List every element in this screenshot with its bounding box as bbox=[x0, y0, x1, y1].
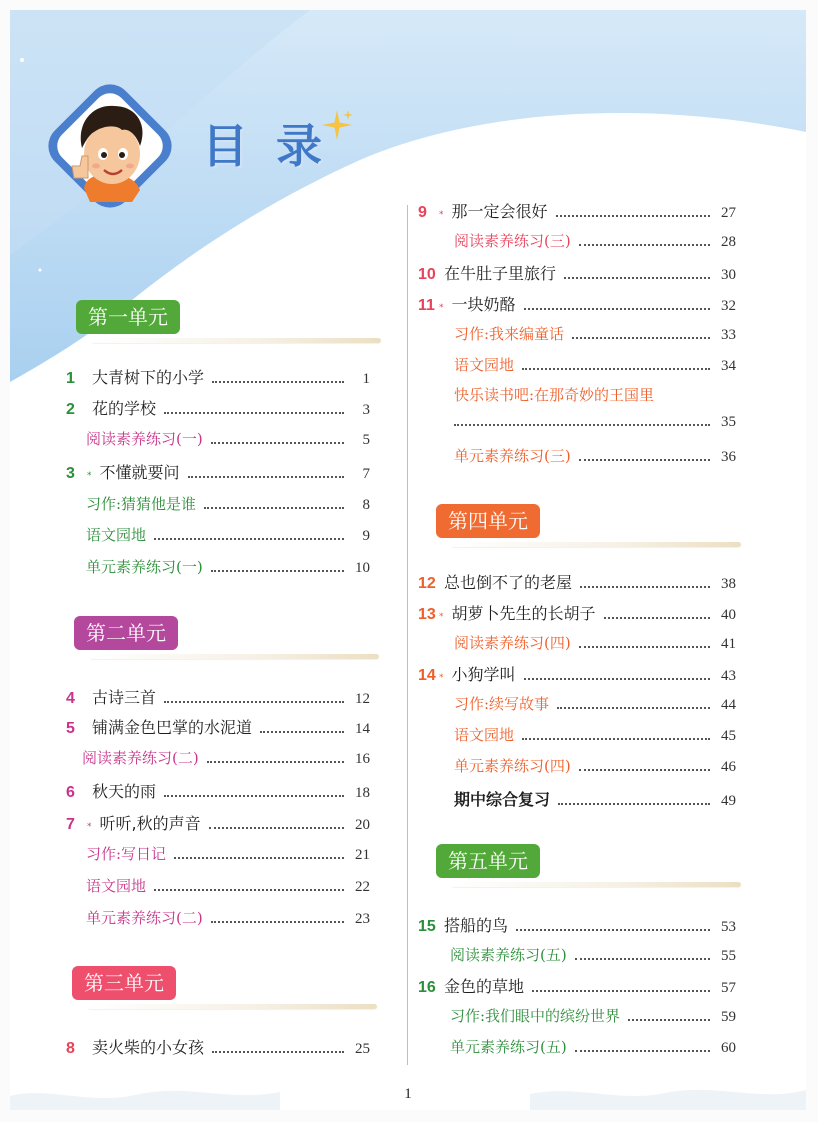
toc-entry-leader bbox=[556, 214, 710, 217]
toc-entry-star: * bbox=[439, 612, 444, 622]
unit-underline bbox=[90, 654, 379, 659]
unit-title: 第四单元 bbox=[436, 504, 540, 538]
toc-entry-title: 语文园地 bbox=[454, 356, 515, 374]
toc-entry-page: 49 bbox=[721, 793, 736, 809]
toc-entry-page: 8 bbox=[362, 497, 370, 513]
toc-entry[interactable] bbox=[450, 1036, 736, 1058]
toc-entry-number: 5 bbox=[66, 720, 75, 737]
toc-entry-title: 期中综合复习 bbox=[454, 790, 551, 809]
toc-entry[interactable] bbox=[86, 556, 370, 578]
toc-entry-page: 57 bbox=[721, 980, 736, 996]
toc-entry-leader bbox=[212, 1050, 344, 1053]
toc-entry-number: 11 bbox=[418, 297, 435, 314]
toc-entry-star: * bbox=[439, 673, 444, 683]
toc-entry-title: 语文园地 bbox=[86, 877, 147, 895]
toc-entry-leader bbox=[204, 506, 344, 509]
toc-entry[interactable] bbox=[450, 1005, 736, 1027]
toc-entry-title: 金色的草地 bbox=[444, 977, 525, 996]
toc-entry-leader bbox=[579, 243, 710, 246]
toc-entry[interactable] bbox=[86, 907, 370, 929]
toc-entry-number: 10 bbox=[418, 266, 436, 283]
toc-entry-page: 12 bbox=[355, 691, 370, 707]
toc-entry-title: 阅读素养练习(二) bbox=[82, 749, 199, 767]
toc-entry-page: 1 bbox=[362, 371, 370, 387]
toc-entry-page: 60 bbox=[721, 1040, 736, 1056]
toc-entry[interactable] bbox=[418, 662, 736, 684]
toc-entry-title: 阅读素养练习(三) bbox=[454, 232, 571, 250]
toc-entry-page: 22 bbox=[355, 879, 370, 895]
toc-entry-leader bbox=[575, 957, 710, 960]
unit-header bbox=[74, 616, 379, 676]
toc-entry-leader bbox=[154, 888, 344, 891]
toc-entry-title: 大青树下的小学 bbox=[92, 368, 205, 387]
toc-entry-title: 铺满金色巴掌的水泥道 bbox=[92, 718, 253, 737]
toc-entry[interactable] bbox=[454, 323, 736, 345]
toc-entry[interactable] bbox=[86, 524, 370, 546]
toc-entry-leader bbox=[604, 616, 710, 619]
unit-underline bbox=[92, 338, 381, 343]
sparkle-icon bbox=[320, 108, 354, 142]
toc-entry-page: 27 bbox=[721, 205, 736, 221]
toc-entry-star: * bbox=[87, 471, 92, 481]
page-title: 目 录 bbox=[202, 119, 329, 173]
toc-entry-title: 单元素养练习(四) bbox=[454, 757, 571, 775]
toc-entry-page: 7 bbox=[362, 466, 370, 482]
toc-entry[interactable] bbox=[454, 230, 736, 252]
toc-entry-title: 习作:写日记 bbox=[86, 845, 167, 863]
toc-entry[interactable] bbox=[66, 811, 370, 833]
toc-entry[interactable] bbox=[454, 787, 736, 809]
toc-entry-page: 14 bbox=[355, 721, 370, 737]
toc-entry-title: 阅读素养练习(五) bbox=[450, 946, 567, 964]
toc-entry-title: 总也倒不了的老屋 bbox=[444, 573, 573, 592]
toc-entry-leader bbox=[558, 802, 710, 805]
toc-entry[interactable] bbox=[86, 843, 370, 865]
toc-entry[interactable] bbox=[66, 396, 370, 418]
toc-entry-title: 不懂就要问 bbox=[99, 463, 180, 482]
toc-entry-page: 46 bbox=[721, 759, 736, 775]
toc-entry-number: 1 bbox=[66, 370, 75, 387]
toc-entry[interactable] bbox=[66, 715, 370, 737]
toc-entry-number: 4 bbox=[66, 690, 75, 707]
toc-entry-title: 听听,秋的声音 bbox=[99, 814, 201, 833]
toc-entry-title: 习作:猜猜他是谁 bbox=[86, 495, 197, 513]
toc-entry-leader bbox=[164, 794, 344, 797]
unit-title: 第三单元 bbox=[72, 966, 176, 1000]
toc-entry-title: 胡萝卜先生的长胡子 bbox=[451, 604, 596, 623]
toc-entry-title: 小狗学叫 bbox=[451, 665, 516, 684]
toc-entry[interactable] bbox=[66, 365, 370, 387]
toc-entry-leader bbox=[211, 920, 344, 923]
toc-entry-title: 搭船的鸟 bbox=[444, 916, 509, 935]
toc-entry-page: 18 bbox=[355, 785, 370, 801]
toc-entry-leader bbox=[212, 380, 344, 383]
toc-entry[interactable] bbox=[418, 570, 736, 592]
toc-entry-page: 36 bbox=[721, 449, 736, 465]
unit-title: 第五单元 bbox=[436, 844, 540, 878]
toc-entry-title: 语文园地 bbox=[86, 526, 147, 544]
toc-entry-title: 习作:我来编童话 bbox=[454, 325, 565, 343]
toc-entry-number: 14 bbox=[418, 667, 436, 684]
toc-entry-star: * bbox=[439, 303, 444, 313]
unit-title: 第一单元 bbox=[76, 300, 180, 334]
unit-underline bbox=[452, 882, 741, 887]
toc-entry-leader bbox=[516, 928, 710, 931]
toc-entry-page: 28 bbox=[721, 234, 736, 250]
toc-entry-page: 40 bbox=[721, 607, 736, 623]
unit-underline bbox=[452, 542, 741, 547]
toc-entry-leader bbox=[209, 826, 344, 829]
toc-entry-title: 一块奶酪 bbox=[451, 295, 516, 314]
toc-entry-title: 在牛肚子里旅行 bbox=[444, 264, 557, 283]
toc-entry-page: 34 bbox=[721, 358, 736, 374]
toc-entry[interactable] bbox=[418, 974, 736, 996]
toc-entry-number: 15 bbox=[418, 918, 436, 935]
toc-entry-title: 卖火柴的小女孩 bbox=[92, 1038, 205, 1057]
toc-entry-leader bbox=[164, 411, 344, 414]
toc-entry[interactable] bbox=[66, 779, 370, 801]
toc-entry-leader bbox=[524, 677, 710, 680]
toc-entry-leader bbox=[564, 276, 710, 279]
toc-entry-page: 43 bbox=[721, 668, 736, 684]
toc-entry-leader bbox=[575, 1049, 710, 1052]
toc-entry-page: 5 bbox=[362, 432, 370, 448]
unit-header bbox=[436, 504, 741, 564]
page-number: 1 bbox=[404, 1086, 412, 1102]
toc-entry-title: 快乐读书吧:在那奇妙的王国里 bbox=[454, 386, 655, 404]
toc-entry-leader bbox=[522, 367, 710, 370]
toc-entry[interactable] bbox=[418, 261, 736, 283]
toc-entry[interactable] bbox=[66, 685, 370, 707]
toc-entry-leader bbox=[580, 585, 710, 588]
toc-entry-title: 那一定会很好 bbox=[451, 202, 548, 221]
toc-entry-page: 35 bbox=[721, 414, 736, 430]
toc-entry[interactable] bbox=[418, 199, 736, 221]
toc-entry-leader bbox=[174, 856, 344, 859]
toc-entry-leader bbox=[207, 760, 344, 763]
toc-entry-title: 阅读素养练习(四) bbox=[454, 634, 571, 652]
toc-entry-number: 6 bbox=[66, 784, 75, 801]
toc-entry-number: 9 bbox=[418, 204, 427, 221]
toc-entry[interactable] bbox=[418, 601, 736, 623]
toc-entry-page: 53 bbox=[721, 919, 736, 935]
toc-entry-page: 25 bbox=[355, 1041, 370, 1057]
toc-entry-number: 3 bbox=[66, 465, 75, 482]
toc-entry-page: 55 bbox=[721, 948, 736, 964]
toc-entry-star: * bbox=[87, 822, 92, 832]
toc-entry-page: 45 bbox=[721, 728, 736, 744]
toc-entry-page: 30 bbox=[721, 267, 736, 283]
toc-entry[interactable] bbox=[450, 944, 736, 966]
toc-entry-leader bbox=[164, 700, 344, 703]
column-divider bbox=[407, 205, 408, 1065]
toc-entry-title: 花的学校 bbox=[92, 399, 157, 418]
toc-entry-page: 32 bbox=[721, 298, 736, 314]
toc-entry-leader bbox=[524, 307, 710, 310]
toc-entry[interactable] bbox=[86, 875, 370, 897]
toc-entry-title: 单元素养练习(三) bbox=[454, 447, 571, 465]
toc-entry-page: 33 bbox=[721, 327, 736, 343]
toc-entry-number: 7 bbox=[66, 816, 75, 833]
toc-entry[interactable] bbox=[454, 693, 736, 715]
unit-underline bbox=[88, 1004, 377, 1009]
toc-entry[interactable] bbox=[454, 354, 736, 376]
toc-entry-title: 秋天的雨 bbox=[92, 782, 157, 801]
toc-entry-leader bbox=[628, 1018, 710, 1021]
toc-entry-number: 16 bbox=[418, 979, 436, 996]
toc-entry-page: 44 bbox=[721, 697, 736, 713]
toc-entry-leader bbox=[579, 458, 710, 461]
toc-entry[interactable] bbox=[86, 493, 370, 515]
toc-entry-leader bbox=[211, 441, 344, 444]
toc-entry-title: 语文园地 bbox=[454, 726, 515, 744]
toc-entry[interactable] bbox=[86, 428, 370, 450]
toc-entry-number: 2 bbox=[66, 401, 75, 418]
toc-entry-leader bbox=[188, 475, 344, 478]
toc-entry-page: 59 bbox=[721, 1009, 736, 1025]
toc-entry[interactable] bbox=[66, 460, 370, 482]
toc-entry[interactable] bbox=[418, 292, 736, 314]
toc-entry[interactable] bbox=[454, 755, 736, 777]
unit-header bbox=[76, 300, 381, 360]
toc-entry[interactable] bbox=[454, 445, 736, 467]
toc-entry[interactable] bbox=[454, 632, 736, 654]
toc-entry-leader bbox=[154, 537, 344, 540]
toc-entry-number: 13 bbox=[418, 606, 436, 623]
toc-entry-leader bbox=[579, 768, 710, 771]
toc-entry-leader bbox=[260, 730, 344, 733]
toc-entry-page: 41 bbox=[721, 636, 736, 652]
unit-header bbox=[72, 966, 377, 1026]
toc-entry-leader bbox=[522, 737, 710, 740]
toc-entry-leader bbox=[454, 423, 710, 426]
toc-entry-page: 20 bbox=[355, 817, 370, 833]
toc-entry-title: 古诗三首 bbox=[92, 688, 157, 707]
toc-entry-leader bbox=[532, 989, 710, 992]
boy-thumbs-up-icon bbox=[32, 68, 188, 224]
toc-entry-title: 阅读素养练习(一) bbox=[86, 430, 203, 448]
toc-entry[interactable] bbox=[454, 724, 736, 746]
toc-entry-title: 习作:续写故事 bbox=[454, 695, 550, 713]
toc-page bbox=[10, 10, 806, 1110]
toc-entry-number: 8 bbox=[66, 1040, 75, 1057]
toc-entry[interactable] bbox=[418, 913, 736, 935]
toc-entry[interactable] bbox=[454, 384, 736, 406]
toc-entry-star: * bbox=[439, 210, 444, 220]
toc-entry-page: 38 bbox=[721, 576, 736, 592]
toc-entry-title: 单元素养练习(五) bbox=[450, 1038, 567, 1056]
toc-entry-leader bbox=[579, 645, 710, 648]
toc-entry-page: 10 bbox=[355, 560, 370, 576]
toc-entry[interactable] bbox=[454, 414, 736, 436]
unit-header bbox=[436, 844, 741, 904]
toc-entry-page: 9 bbox=[362, 528, 370, 544]
toc-entry-leader bbox=[572, 336, 710, 339]
toc-entry[interactable] bbox=[66, 1035, 370, 1057]
toc-entry-page: 16 bbox=[355, 751, 370, 767]
toc-entry-title: 单元素养练习(一) bbox=[86, 558, 203, 576]
toc-entry-number: 12 bbox=[418, 575, 436, 592]
unit-title: 第二单元 bbox=[74, 616, 178, 650]
toc-entry-page: 23 bbox=[355, 911, 370, 927]
toc-entry-leader bbox=[211, 569, 344, 572]
toc-entry-title: 习作:我们眼中的缤纷世界 bbox=[450, 1007, 621, 1025]
toc-entry-leader bbox=[557, 706, 710, 709]
toc-entry-page: 21 bbox=[355, 847, 370, 863]
toc-entry-page: 3 bbox=[362, 402, 370, 418]
toc-entry[interactable] bbox=[82, 747, 370, 769]
toc-entry-title: 单元素养练习(二) bbox=[86, 909, 203, 927]
